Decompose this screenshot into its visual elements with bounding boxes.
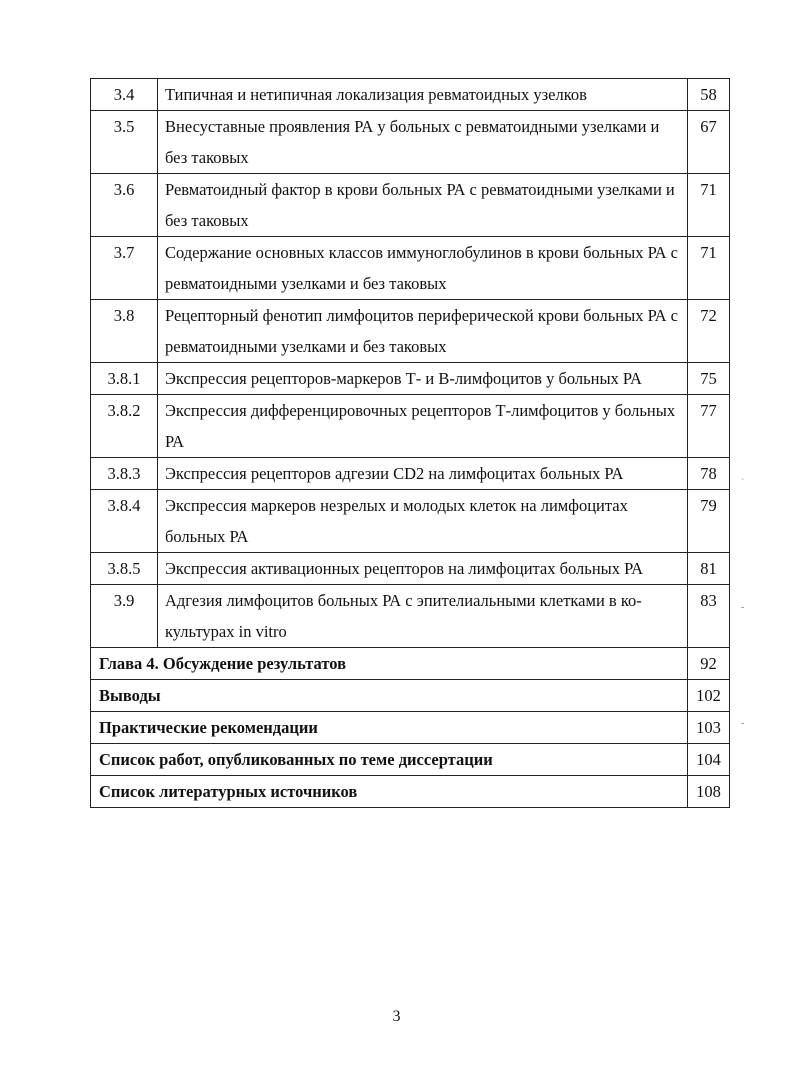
section-page: 67	[688, 111, 730, 174]
table-row	[91, 585, 730, 648]
table-row	[91, 174, 730, 237]
section-number: 3.8	[91, 300, 158, 363]
section-page: 83	[688, 585, 730, 648]
chapter-title: Список работ, опубликованных по теме диссертации	[91, 744, 688, 776]
section-page: 71	[688, 174, 730, 237]
section-page: 72	[688, 300, 730, 363]
table-row	[91, 111, 730, 174]
section-title: Рецепторный фенотип лимфоцитов периферической крови больных РА с ревматоидными узелками и без таковых	[158, 300, 688, 363]
table-row	[91, 776, 730, 808]
section-number: 3.8.2	[91, 395, 158, 458]
chapter-title: Список литературных источников	[91, 776, 688, 808]
table-row	[91, 395, 730, 458]
table-row	[91, 680, 730, 712]
chapter-title: Глава 4. Обсуждение результатов	[91, 648, 688, 680]
table-row	[91, 744, 730, 776]
scan-speck: -	[741, 602, 745, 613]
section-page: 79	[688, 490, 730, 553]
chapter-page: 92	[688, 648, 730, 680]
chapter-page: 103	[688, 712, 730, 744]
section-title: Экспрессия рецепторов-маркеров Т- и В-лимфоцитов у больных РА	[158, 363, 688, 395]
section-page: 71	[688, 237, 730, 300]
chapter-page: 104	[688, 744, 730, 776]
chapter-title: Выводы	[91, 680, 688, 712]
table-row	[91, 300, 730, 363]
section-number: 3.8.3	[91, 458, 158, 490]
table-row	[91, 553, 730, 585]
section-number: 3.4	[91, 79, 158, 111]
table-row	[91, 363, 730, 395]
section-number: 3.8.4	[91, 490, 158, 553]
section-title: Адгезия лимфоцитов больных РА с эпителиальными клетками в ко-культурах in vitro	[158, 585, 688, 648]
toc-body	[91, 79, 730, 808]
table-row	[91, 712, 730, 744]
table-row	[91, 490, 730, 553]
section-title: Внесуставные проявления РА у больных с ревматоидными узелками и без таковых	[158, 111, 688, 174]
table-row	[91, 648, 730, 680]
section-number: 3.6	[91, 174, 158, 237]
table-of-contents	[90, 78, 730, 808]
table-row	[91, 79, 730, 111]
scan-speck: -	[741, 718, 745, 729]
section-number: 3.9	[91, 585, 158, 648]
page-number: 3	[392, 1008, 401, 1025]
chapter-page: 102	[688, 680, 730, 712]
scan-speck: ˋ	[741, 478, 745, 489]
section-page: 77	[688, 395, 730, 458]
table-row	[91, 458, 730, 490]
section-page: 58	[688, 79, 730, 111]
section-title: Экспрессия активационных рецепторов на лимфоцитах больных РА	[158, 553, 688, 585]
section-number: 3.5	[91, 111, 158, 174]
section-title: Ревматоидный фактор в крови больных РА с ревматоидными узелками и без таковых	[158, 174, 688, 237]
chapter-title: Практические рекомендации	[91, 712, 688, 744]
section-number: 3.8.5	[91, 553, 158, 585]
section-page: 81	[688, 553, 730, 585]
section-title: Экспрессия дифференцировочных рецепторов Т-лимфоцитов у больных РА	[158, 395, 688, 458]
table-row	[91, 237, 730, 300]
section-title: Экспрессия маркеров незрелых и молодых клеток на лимфоцитах больных РА	[158, 490, 688, 553]
section-number: 3.7	[91, 237, 158, 300]
section-number: 3.8.1	[91, 363, 158, 395]
section-title: Экспрессия рецепторов адгезии CD2 на лимфоцитах больных РА	[158, 458, 688, 490]
section-title: Типичная и нетипичная локализация ревматоидных узелков	[158, 79, 688, 111]
section-title: Содержание основных классов иммуноглобулинов в крови больных РА с ревматоидными узелками и без таковых	[158, 237, 688, 300]
section-page: 78	[688, 458, 730, 490]
section-page: 75	[688, 363, 730, 395]
chapter-page: 108	[688, 776, 730, 808]
